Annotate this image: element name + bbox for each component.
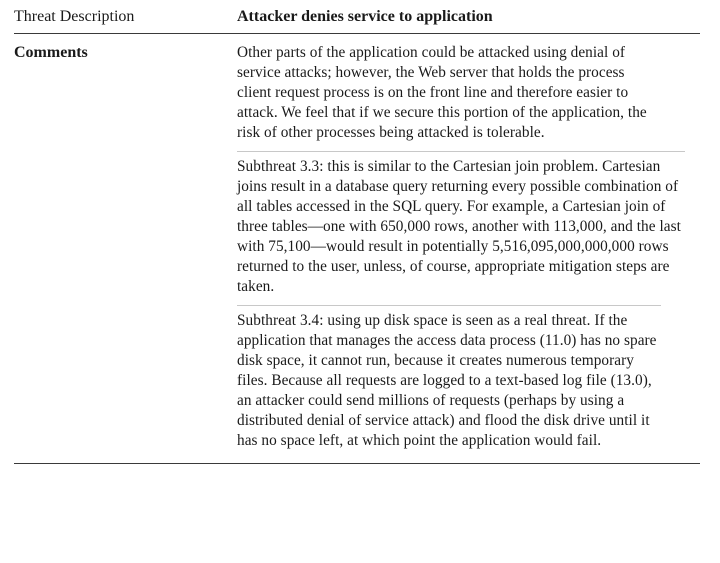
comment-paragraph-1: Other parts of the application could be attacked using denial of service attacks; however, the Web server that holds the process client request process is on the front line and therefore easier to attack. We feel that if we secure this portion of the application, the risk of other processes being attacked is tolerable. [237, 44, 647, 141]
header-value: Attacker denies service to application [237, 7, 493, 25]
comments-row [14, 34, 700, 464]
table-header-row [14, 0, 700, 34]
threat-table [14, 0, 700, 464]
header-label: Threat Description [14, 7, 135, 25]
comment-paragraph-2: Subthreat 3.3: this is similar to the Cartesian join problem. Cartesian joins result in a database query returning every possible combination of all tables accessed in the SQL query. For example, a Cartesian join of three tables—one with 650,000 rows, another with 113,000, and the last with 75,100—would result in potentially 5,516,095,000,000,000 rows returned to the user, unless, of course, appropriate mitigation steps are taken. [237, 151, 685, 305]
comments-label: Comments [14, 44, 88, 61]
comment-paragraph-3: Subthreat 3.4: using up disk space is seen as a real threat. If the application that manages the access data process (11.0) has no spare disk space, it cannot run, because it creates numerous temporary files. Because all requests are logged to a text-based log file (13.0), an attacker could send millions of requests (perhaps by using a distributed denial of service attack) and flood the disk drive until it has no space left, at which point the application would fail. [237, 305, 661, 459]
comments-cell [237, 34, 700, 463]
